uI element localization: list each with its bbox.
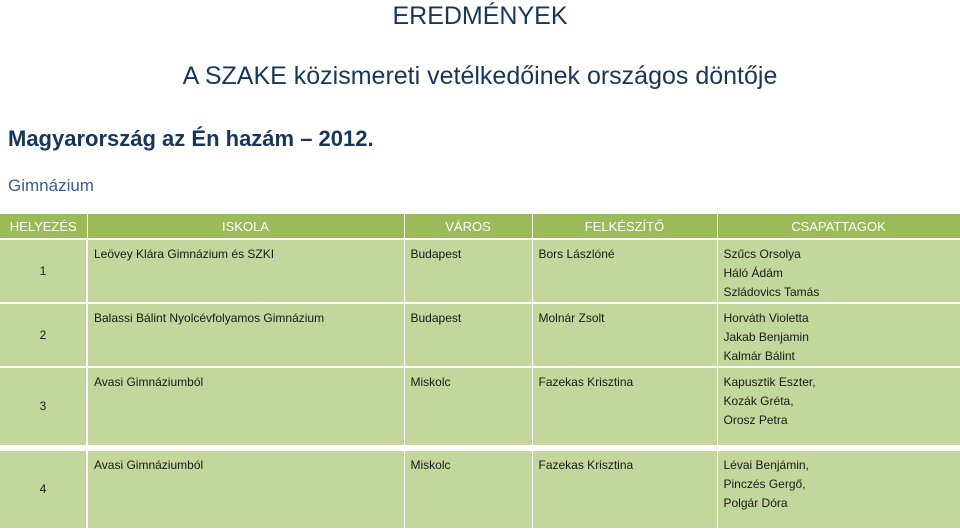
rank-cell: 4 xyxy=(0,450,87,528)
team-member: Orosz Petra xyxy=(723,413,788,427)
teacher-cell: Molnár Zsolt xyxy=(532,303,717,367)
column-header-members: CSAPATTAGOK xyxy=(717,214,960,239)
team-member: Polgár Dóra xyxy=(723,496,788,510)
members-cell xyxy=(717,239,960,303)
teacher-cell: Fazekas Krisztina xyxy=(532,367,717,445)
column-header-school: ISKOLA xyxy=(87,214,404,239)
table-header-row xyxy=(0,214,960,239)
page-subtitle: A SZAKE közismereti vetélkedőinek országos döntője xyxy=(182,62,778,90)
team-member: Kapusztik Eszter, xyxy=(723,375,816,389)
school-cell: Avasi Gimnáziumból xyxy=(87,450,404,528)
column-header-teacher: FELKÉSZÍTŐ xyxy=(532,214,717,239)
team-member: Háló Ádám xyxy=(723,266,783,280)
members-cell xyxy=(717,450,960,528)
team-member: Szládovics Tamás xyxy=(723,285,820,299)
results-table xyxy=(0,214,960,528)
team-member: Pinczés Gergő, xyxy=(723,477,806,491)
school-cell: Leövey Klára Gimnázium és SZKI xyxy=(87,239,404,303)
city-cell: Miskolc xyxy=(404,367,532,445)
rank-cell: 2 xyxy=(0,303,87,367)
school-cell: Avasi Gimnáziumból xyxy=(87,367,404,445)
team-member: Kozák Gréta, xyxy=(723,394,794,408)
city-cell: Budapest xyxy=(404,239,532,303)
rank-cell: 3 xyxy=(0,367,87,445)
teacher-cell: Fazekas Krisztina xyxy=(532,450,717,528)
school-cell: Balassi Bálint Nyolcévfolyamos Gimnázium xyxy=(87,303,404,367)
members-cell xyxy=(717,303,960,367)
rank-cell: 1 xyxy=(0,239,87,303)
city-cell: Budapest xyxy=(404,303,532,367)
team-member: Jakab Benjamin xyxy=(723,330,809,344)
teacher-cell: Bors Lászlóné xyxy=(532,239,717,303)
column-header-city: VÁROS xyxy=(404,214,532,239)
table-row xyxy=(0,303,960,367)
team-member: Horváth Violetta xyxy=(723,311,809,325)
members-cell xyxy=(717,367,960,445)
column-header-rank: HELYEZÉS xyxy=(0,214,87,239)
team-member: Kalmár Bálint xyxy=(723,349,795,363)
category-label: Gimnázium xyxy=(8,176,94,195)
team-member: Lévai Benjámin, xyxy=(723,458,809,472)
competition-name: Magyarország az Én hazám – 2012. xyxy=(8,126,374,151)
table-row xyxy=(0,367,960,445)
table-row xyxy=(0,239,960,303)
page-title: EREDMÉNYEK xyxy=(392,2,568,30)
team-member: Szűcs Orsolya xyxy=(723,247,801,261)
city-cell: Miskolc xyxy=(404,450,532,528)
table-row xyxy=(0,450,960,528)
